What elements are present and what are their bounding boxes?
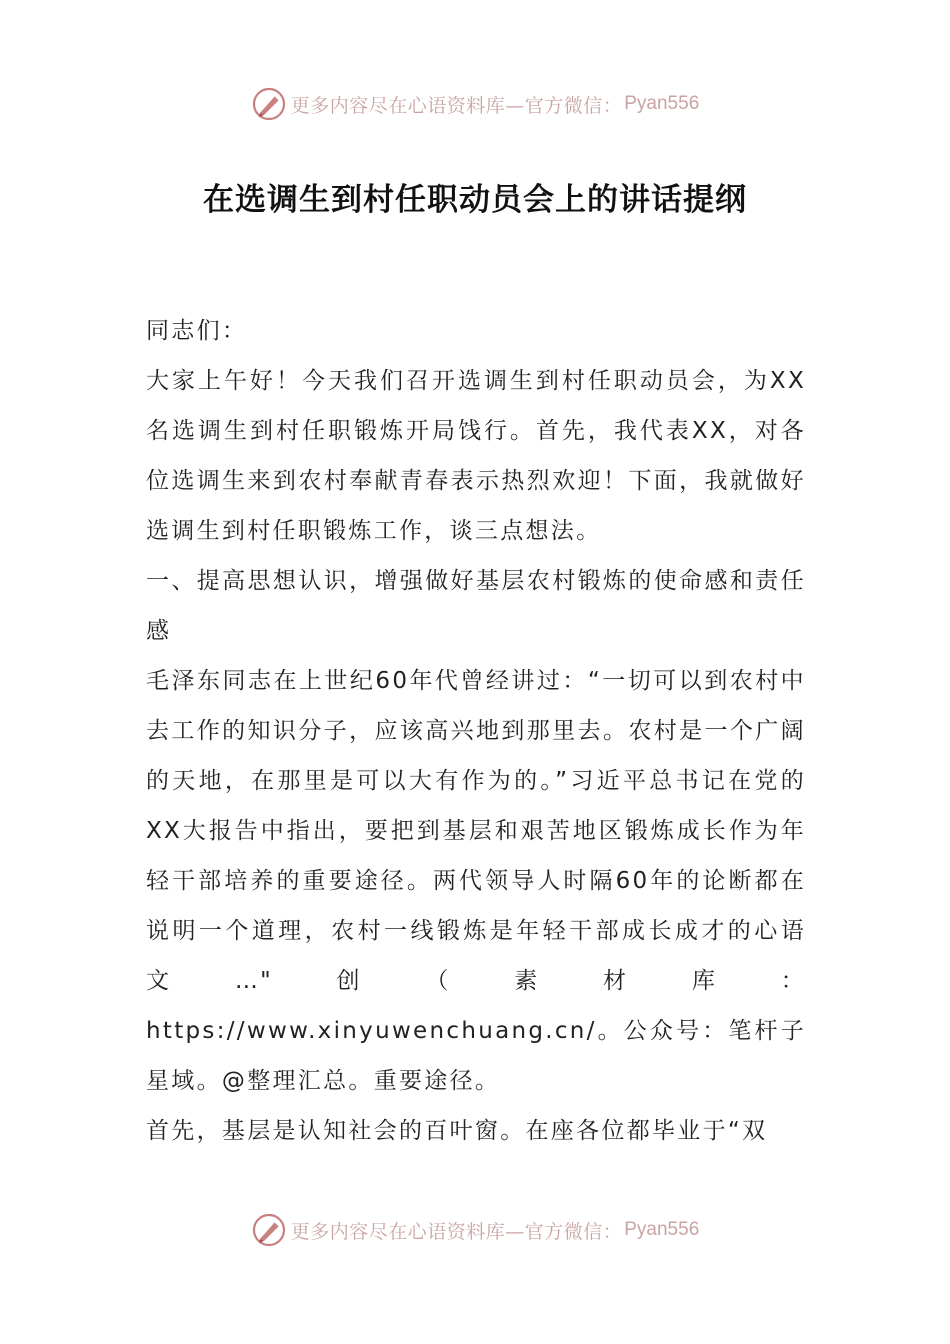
paragraph-quote: 毛泽东同志在上世纪60年代曾经讲过：“一切可以到农村中去工作的知识分子，应该高兴地到那里去。农村是一个广阔的天地，在那里是可以大有作为的。”习近平总书记在党的XX大报告中指出，要把到基层和艰苦地区锻炼成长作为年轻干部培养的重要途径。两代领导人时隔60年的论断都在说明一个道理，农村一线锻炼是年轻干部成长成才的心语文…"创（素材库：https://www.xinyuwenchuang.cn/。公众号：笔杆子星域。@整理汇总。重要途径。 <box>146 668 806 1094</box>
document-body <box>146 306 806 1156</box>
paragraph-first-point: 首先，基层是认知社会的百叶窗。在座各位都毕业于“双 <box>146 1118 768 1144</box>
section-heading-1: 一、提高思想认识，增强做好基层农村锻炼的使命感和责任感 <box>146 568 806 644</box>
document-title: 在选调生到村任职动员会上的讲话提纲 <box>203 182 747 218</box>
footer-banner <box>0 1210 950 1250</box>
salutation: 同志们： <box>146 318 248 344</box>
header-banner <box>0 84 950 124</box>
pen-nib-logo-icon <box>251 86 287 122</box>
banner-text: 更多内容尽在心语资料库—官方微信： <box>290 1220 623 1243</box>
banner-wechat-id: Pyan556 <box>624 93 700 114</box>
pen-nib-logo-icon <box>251 1212 287 1248</box>
paragraph-opening: 大家上午好！今天我们召开选调生到村任职动员会，为XX名选调生到村任职锻炼开局饯行。首先，我代表XX，对各位选调生来到农村奉献青春表示热烈欢迎！下面，我就做好选调生到村任职锻炼工作，谈三点想法。 <box>146 368 806 544</box>
banner-wechat-id: Pyan556 <box>624 1219 700 1240</box>
banner-text: 更多内容尽在心语资料库—官方微信： <box>290 94 623 117</box>
